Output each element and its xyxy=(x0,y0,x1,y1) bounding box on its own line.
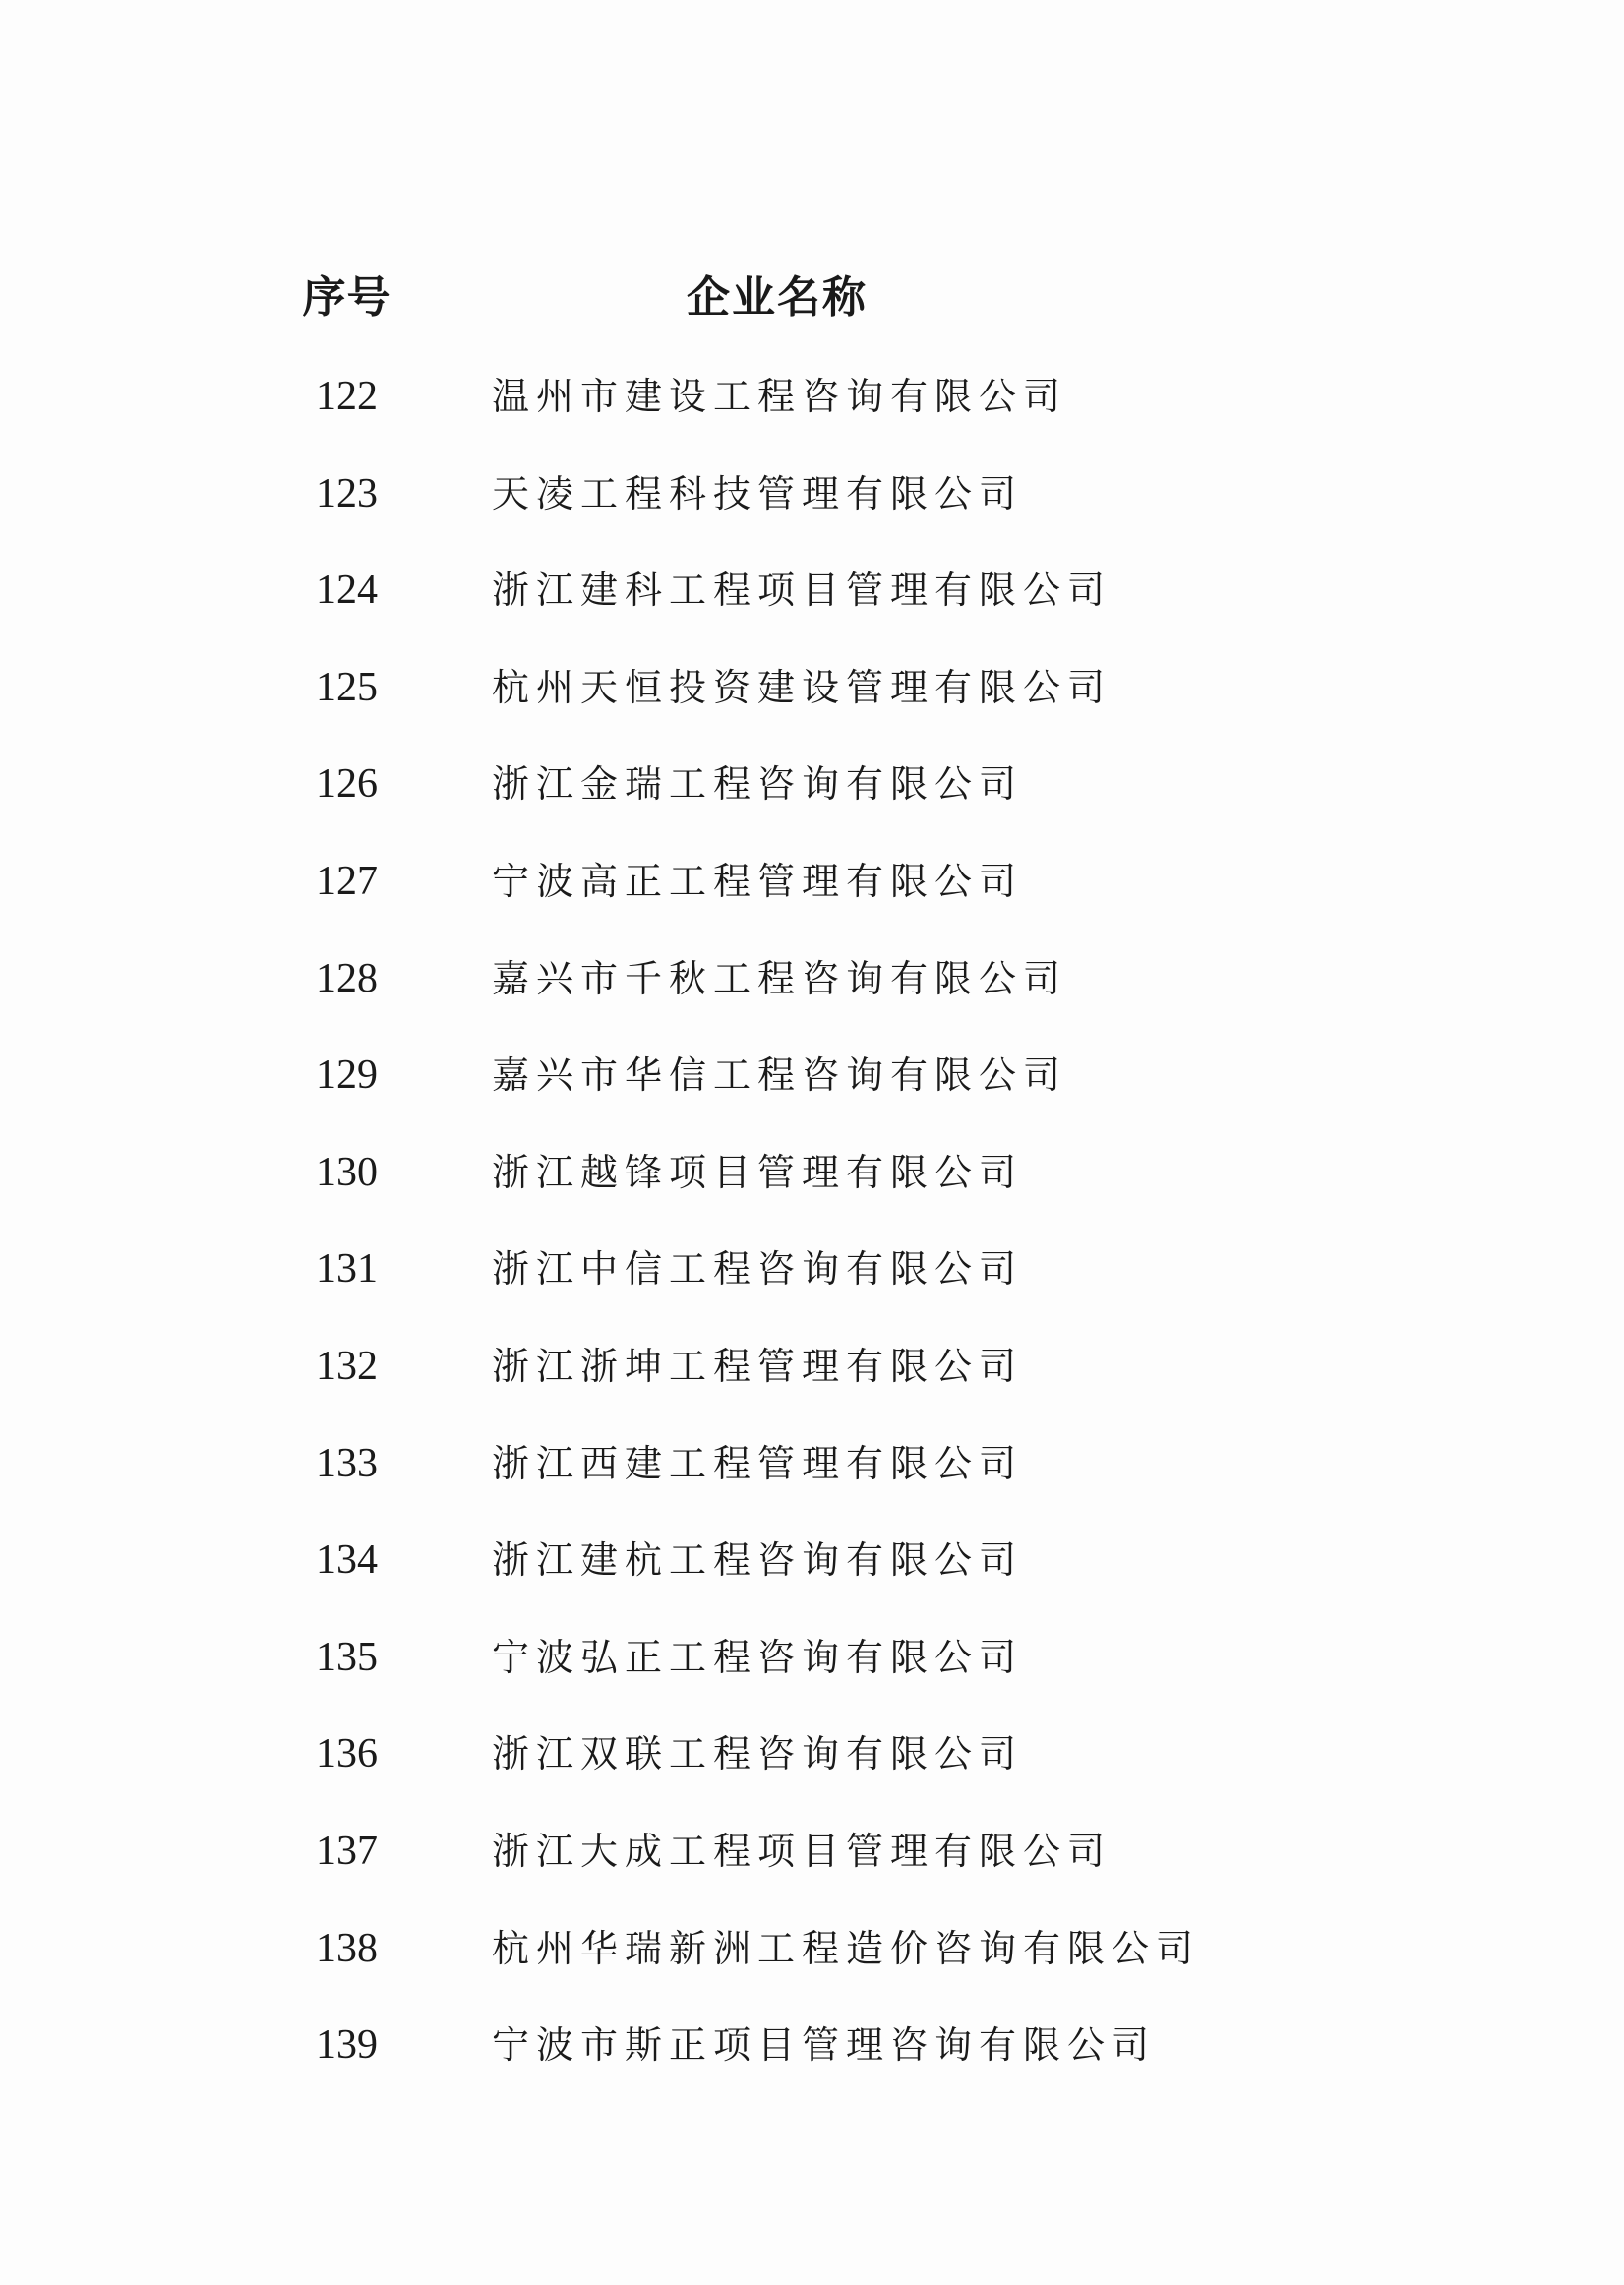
header-company-name: 企业名称 xyxy=(687,272,868,323)
table-row xyxy=(0,1236,1624,1334)
serial-number: 139 xyxy=(316,2022,378,2069)
serial-number: 123 xyxy=(316,470,378,516)
serial-number: 125 xyxy=(316,664,378,710)
company-name: 浙江金瑞工程咨询有限公司 xyxy=(492,762,1024,807)
table-row xyxy=(0,1528,1624,1625)
company-name: 宁波市斯正项目管理咨询有限公司 xyxy=(492,2023,1157,2068)
company-name: 浙江浙坤工程管理有限公司 xyxy=(492,1344,1024,1388)
company-name: 浙江建科工程项目管理有限公司 xyxy=(492,569,1113,613)
table-row xyxy=(0,558,1624,655)
serial-number: 122 xyxy=(316,374,378,419)
company-name: 宁波高正工程管理有限公司 xyxy=(492,859,1024,903)
table-row xyxy=(0,1625,1624,1722)
table-row xyxy=(0,1721,1624,1819)
serial-number: 132 xyxy=(316,1343,378,1389)
company-name: 嘉兴市华信工程咨询有限公司 xyxy=(492,1053,1068,1098)
table-row xyxy=(0,2013,1624,2110)
company-name: 浙江建杭工程咨询有限公司 xyxy=(492,1538,1024,1583)
table-row xyxy=(0,1334,1624,1431)
company-name: 杭州华瑞新洲工程造价咨询有限公司 xyxy=(492,1926,1201,1970)
serial-number: 128 xyxy=(316,955,378,1001)
company-name: 浙江双联工程咨询有限公司 xyxy=(492,1732,1024,1776)
table-row xyxy=(0,1140,1624,1237)
table-row xyxy=(0,849,1624,946)
table-row xyxy=(0,1819,1624,1916)
company-name: 宁波弘正工程咨询有限公司 xyxy=(492,1635,1024,1679)
serial-number: 133 xyxy=(316,1440,378,1486)
serial-number: 131 xyxy=(316,1246,378,1293)
table-row xyxy=(0,461,1624,559)
company-list xyxy=(0,364,1624,2110)
serial-number: 130 xyxy=(316,1149,378,1195)
company-name: 杭州天恒投资建设管理有限公司 xyxy=(492,665,1113,709)
serial-number: 124 xyxy=(316,568,378,614)
company-name: 浙江西建工程管理有限公司 xyxy=(492,1441,1024,1485)
serial-number: 138 xyxy=(316,1925,378,1971)
table-header xyxy=(0,264,1624,332)
company-name: 浙江中信工程咨询有限公司 xyxy=(492,1247,1024,1292)
company-name: 天凌工程科技管理有限公司 xyxy=(492,471,1024,515)
table-row xyxy=(0,1916,1624,2014)
table-row xyxy=(0,364,1624,461)
serial-number: 136 xyxy=(316,1731,378,1777)
table-row xyxy=(0,946,1624,1044)
serial-number: 134 xyxy=(316,1537,378,1584)
serial-number: 129 xyxy=(316,1052,378,1099)
table-row xyxy=(0,752,1624,849)
company-name: 浙江大成工程项目管理有限公司 xyxy=(492,1829,1113,1873)
serial-number: 137 xyxy=(316,1828,378,1874)
company-name: 温州市建设工程咨询有限公司 xyxy=(492,375,1068,418)
header-serial-number: 序号 xyxy=(302,272,391,323)
serial-number: 126 xyxy=(316,761,378,808)
table-row xyxy=(0,1043,1624,1140)
serial-number: 127 xyxy=(316,858,378,904)
company-name: 浙江越锋项目管理有限公司 xyxy=(492,1150,1024,1194)
company-name: 嘉兴市千秋工程咨询有限公司 xyxy=(492,956,1068,1000)
table-row xyxy=(0,655,1624,752)
serial-number: 135 xyxy=(316,1634,378,1680)
table-row xyxy=(0,1431,1624,1529)
